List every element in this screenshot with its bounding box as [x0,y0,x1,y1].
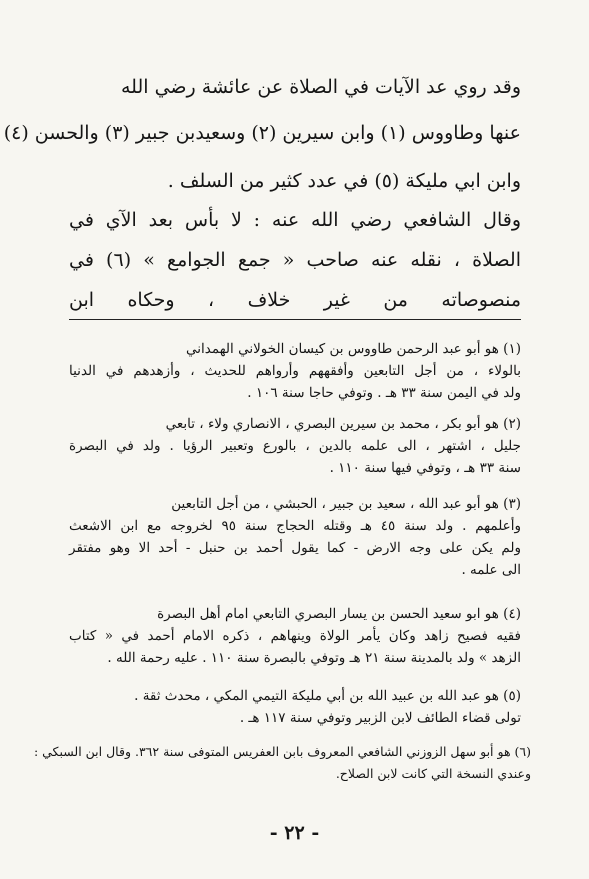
footnote-4-line-2: فقيه فصيح زاهد وكان يأمر الولاة وينهاهم ، ذكره الامام أحمد في « كتاب [69,628,521,644]
main-text-line-2: عنها وطاووس (١) وابن سيرين (٢) وسعيدبن جبير (٣) والحسن (٤) [3,122,521,144]
footnote-6-line-2: وعندي النسخة التي كانت لابن الصلاح. [335,766,531,781]
footnote-2-line-2: جليل ، اشتهر ، الى علمه بالدين ، بالورع وتعبير الرؤيا . ولد في البصرة [69,438,521,454]
footnote-4-line-3: الزهد » ولد بالمدينة سنة ٢١ هـ وتوفي بالبصرة سنة ١١٠ . عليه رحمة الله . [107,650,521,666]
footnote-3-line-1: (٣) هو أبو عبد الله ، سعيد بن جبير ، الحبشي ، من أجل التابعين [171,496,521,512]
main-text-line-6: منصوصاته من غير خلاف ، وحكاه ابن [69,289,521,311]
footnote-6-line-1: (٦) هو أبو سهل الزوزني الشافعي المعروف بابن العفريس المتوفى سنة ٣٦٢. وقال ابن السبكي : [33,744,531,759]
footnote-3-line-4: الى علمه . [461,562,521,578]
footnote-1-line-3: ولد في اليمن سنة ٣٣ هـ . وتوفي حاجا سنة ١٠٦ . [247,385,521,401]
footnote-3-line-3: ولم يكن على وجه الارض - كما يقول أحمد بن حنبل - أحد الا وهو مفتقر [69,540,521,556]
main-text-line-3: وابن ابي مليكة (٥) في عدد كثير من السلف . [167,170,521,192]
footnote-4-line-1: (٤) هو ابو سعيد الحسن بن يسار البصري التابعي امام أهل البصرة [157,606,521,622]
footnote-1-line-1: (١) هو أبو عبد الرحمن طاووس بن كيسان الخولاني الهمداني [186,341,521,357]
footnote-separator [69,319,521,320]
footnote-2-line-1: (٢) هو أبو بكر ، محمد بن سيرين البصري ، الانصاري ولاء ، تابعي [165,416,521,432]
footnote-2-line-3: سنة ٣٣ هـ ، وتوفي فيها سنة ١١٠ . [329,460,521,476]
footnote-5-line-2: تولى قضاء الطائف لابن الزبير وتوفي سنة ١١٧ هـ . [239,710,521,726]
footnote-3-line-2: وأعلمهم . ولد سنة ٤٥ هـ وقتله الحجاج سنة ٩٥ لخروجه مع ابن الاشعث [69,518,522,534]
footnote-5-line-1: (٥) هو عبد الله بن عبيد الله بن أبي مليكة التيمي المكي ، محدث ثقة . [134,688,521,704]
main-text-line-4: وقال الشافعي رضي الله عنه : لا بأس بعد الآي في [69,209,521,231]
page-number: - ٢٢ - [269,822,320,844]
footnote-1-line-2: بالولاء ، من أجل التابعين وأفقههم وأرواهم للحديث ، وأزهدهم في الدنيا [69,363,521,379]
main-text-line-5: الصلاة ، نقله عنه صاحب « جمع الجوامع » (٦) في [69,249,521,271]
main-text-line-1: وقد روي عد الآيات في الصلاة عن عائشة رضي الله [121,76,521,98]
